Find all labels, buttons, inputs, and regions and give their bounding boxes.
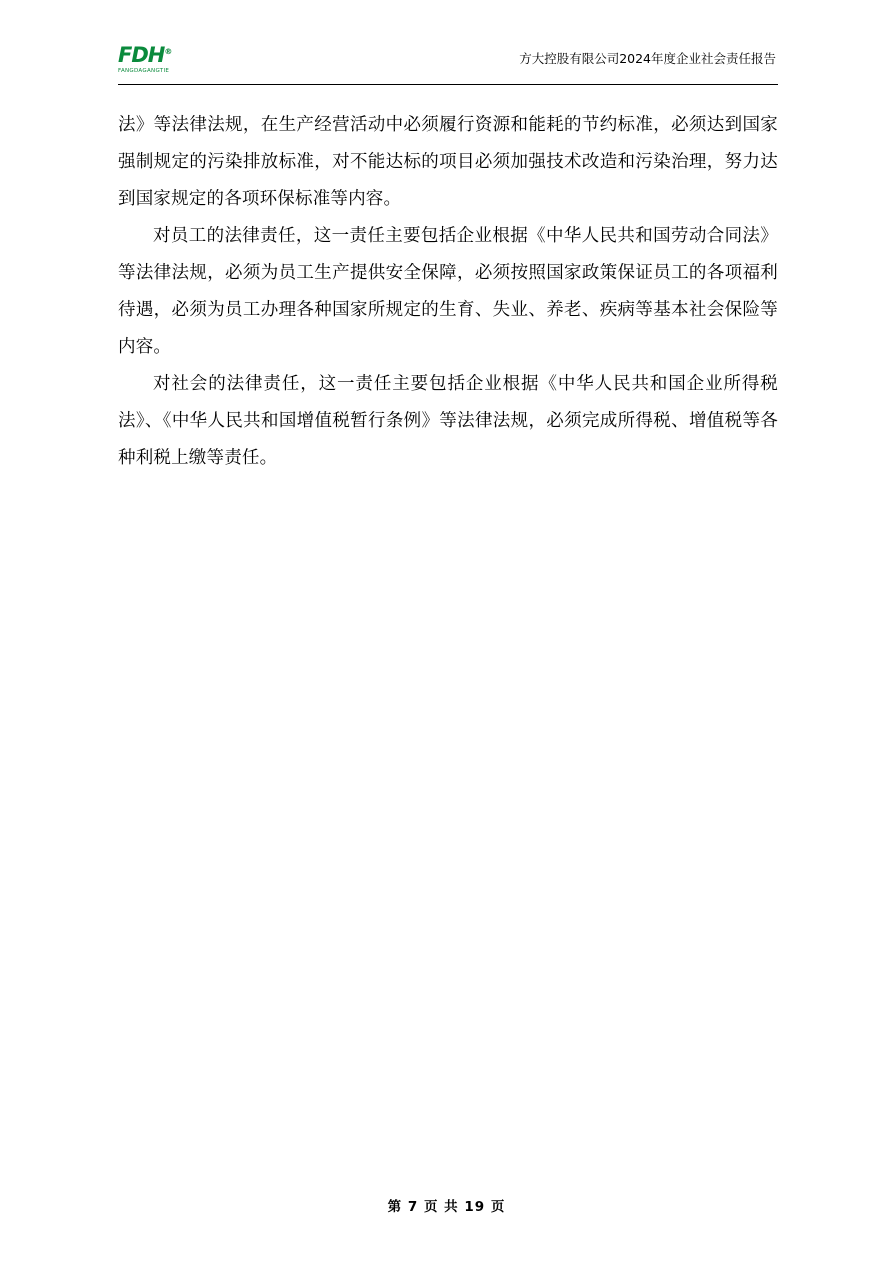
page-footer: 第 7 页 共 19 页 bbox=[387, 1199, 506, 1215]
registered-trademark-icon: ® bbox=[164, 47, 172, 56]
document-body bbox=[118, 107, 778, 477]
logo-subtext: FANGDAGANGTIE bbox=[118, 68, 170, 74]
logo-mark-text: FDH bbox=[118, 43, 165, 67]
logo-wordmark bbox=[118, 41, 171, 66]
paragraph: 对社会的法律责任，这一责任主要包括企业根据《中华人民共和国企业所得税法》、《中华人民共和国增值税暂行条例》等法律法规，必须完成所得税、增值税等各种利税上缴等责任。 bbox=[118, 374, 778, 468]
paragraph: 法》等法律法规，在生产经营活动中必须履行资源和能耗的节约标准，必须达到国家强制规定的污染排放标准，对不能达标的项目必须加强技术改造和污染治理，努力达到国家规定的各项环保标准等内容。 bbox=[118, 115, 778, 209]
paragraph: 对员工的法律责任，这一责任主要包括企业根据《中华人民共和国劳动合同法》等法律法规，必须为员工生产提供安全保障，必须按照国家政策保证员工的各项福利待遇，必须为员工办理各种国家所规定的生育、失业、养老、疾病等基本社会保险等内容。 bbox=[118, 226, 778, 357]
company-logo bbox=[118, 40, 190, 76]
page-header bbox=[118, 38, 778, 85]
header-title: 方大控股有限公司2024年度企业社会责任报告 bbox=[519, 51, 776, 66]
page-content bbox=[118, 38, 778, 477]
